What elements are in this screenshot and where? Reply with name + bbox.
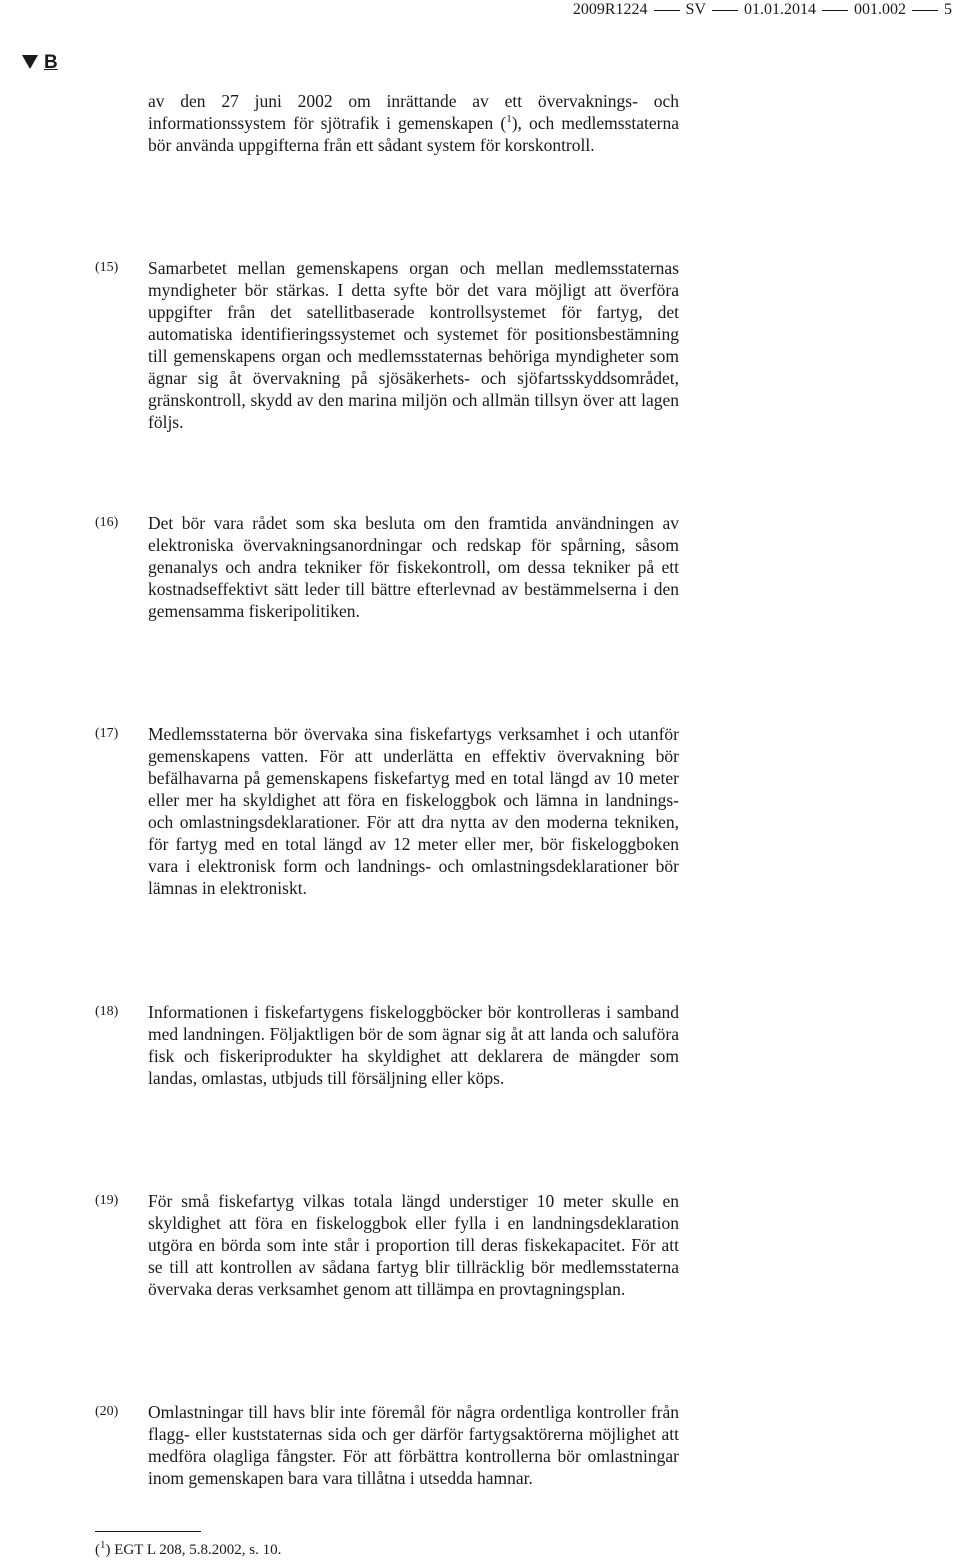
recital-text: Omlastningar till havs blir inte föremål för några ordentliga kontroller från flagg- eller kuststaternas sida och ger därför fartygsaktörerna möjlighet att medföra olagliga fångster. För att förbättra kontrollerna bör omlastningar inom gemenskapen bara vara tillåtna i utsedda hamnar. [148,1402,679,1488]
header-separator [822,10,848,11]
intro-text: av den 27 juni 2002 om inrättande av ett övervaknings- och informationssystem för sjötrafik i gemenskapen ( [148,91,679,133]
doc-id: 2009R1224 [572,1,648,18]
amendment-marker-letter: B [44,52,58,73]
recital-text: Det bör vara rådet som ska besluta om den framtida användningen av elektroniska övervakningsanordningar och redskap för spårning, såsom genanalys och andra tekniker för fiskekontroll, om dessa tekniker på ett kostnadseffektivt sätt leder till bättre efterlevnad av bestämmelserna i den gemensamma fiskeripolitiken. [148,513,679,621]
header-separator [912,10,938,11]
recital-number: (19) [95,1193,119,1208]
recital-number: (16) [95,515,119,530]
intro-text-continued: ), och medlemsstaterna bör använda uppgifterna från ett sådant system för korskontroll. [148,113,679,155]
footnote-divider [95,1531,201,1532]
footnote: ($^1$) EGT L 208, 5.8.2002, s. 10. [95,1539,282,1558]
header-separator [712,10,738,11]
recital-number: (17) [95,726,119,741]
page-number: 5 [944,1,952,18]
recital-number: (15) [95,260,119,275]
footnote-text: EGT L 208, 5.8.2002, s. 10. [114,1542,282,1558]
doc-language: SV [685,1,706,18]
recital-number: (18) [95,1004,119,1019]
amendment-marker [22,52,58,74]
recital-text: Informationen i fiskefartygens fiskeloggböcker bör kontrolleras i samband med landningen. Följaktligen bör de som ägnar sig åt att landa och saluföra fisk och fiskeriprodukter ha skyldighet att deklarera de mängder som landas, omlastas, utbjuds till försäljning eller köps. [148,1002,679,1088]
page-header [573,0,952,20]
header-separator [654,10,680,11]
consolidation-date: 01.01.2014 [744,1,816,18]
triangle-down-icon [22,55,38,69]
recital-text: Medlemsstaterna bör övervaka sina fiskefartygs verksamhet i och utanför gemenskapens vatten. För att underlätta en effektiv övervakning bör befälhavarna på gemenskapens fiskefartyg med en total längd av 10 meter eller mer ha skyldighet att föra en fiskeloggbok och lämna in landnings- och omlastningsdeklarationer. För att dra nytta av den moderna tekniken, för fartyg med en total längd av 12 meter eller mer, bör fiskeloggboken vara i elektronisk form och landnings- och omlastningsdeklarationer bör lämnas in elektroniskt. [148,724,679,898]
recital-number: (20) [95,1404,119,1419]
recital-text: För små fiskefartyg vilkas totala längd understiger 10 meter skulle en skyldighet att föra en fiskeloggbok eller fylla i en landningsdeklaration utgöra en börda som inte står i proportion till deras fiskekapacitet. För att se till att kontrollen av sådana fartyg blir tillräcklig bör medlemsstaterna övervaka deras verksamhet genom att tillämpa en provtagningsplan. [148,1191,679,1299]
recital-text: Samarbetet mellan gemenskapens organ och mellan medlemsstaternas myndigheter bör stärkas. I detta syfte bör det vara möjligt att överföra uppgifter från det satellitbaserade kontrollsystemet för fartyg, det automatiska identifieringssystemet och systemet för positionsbestämning till gemenskapens organ och medlemsstaternas behöriga myndigheter som ägnar sig åt övervakning på sjösäkerhets- och sjöfartsskyddsområdet, gränskontroll, skydd av den marina miljön och allmän tillsyn över att lagen följs. [148,258,679,432]
intro-paragraph [148,90,679,156]
version-number: 001.002 [854,1,906,18]
footnote-number: 1 [100,1539,106,1551]
footnote-reference: 1 [506,113,512,126]
